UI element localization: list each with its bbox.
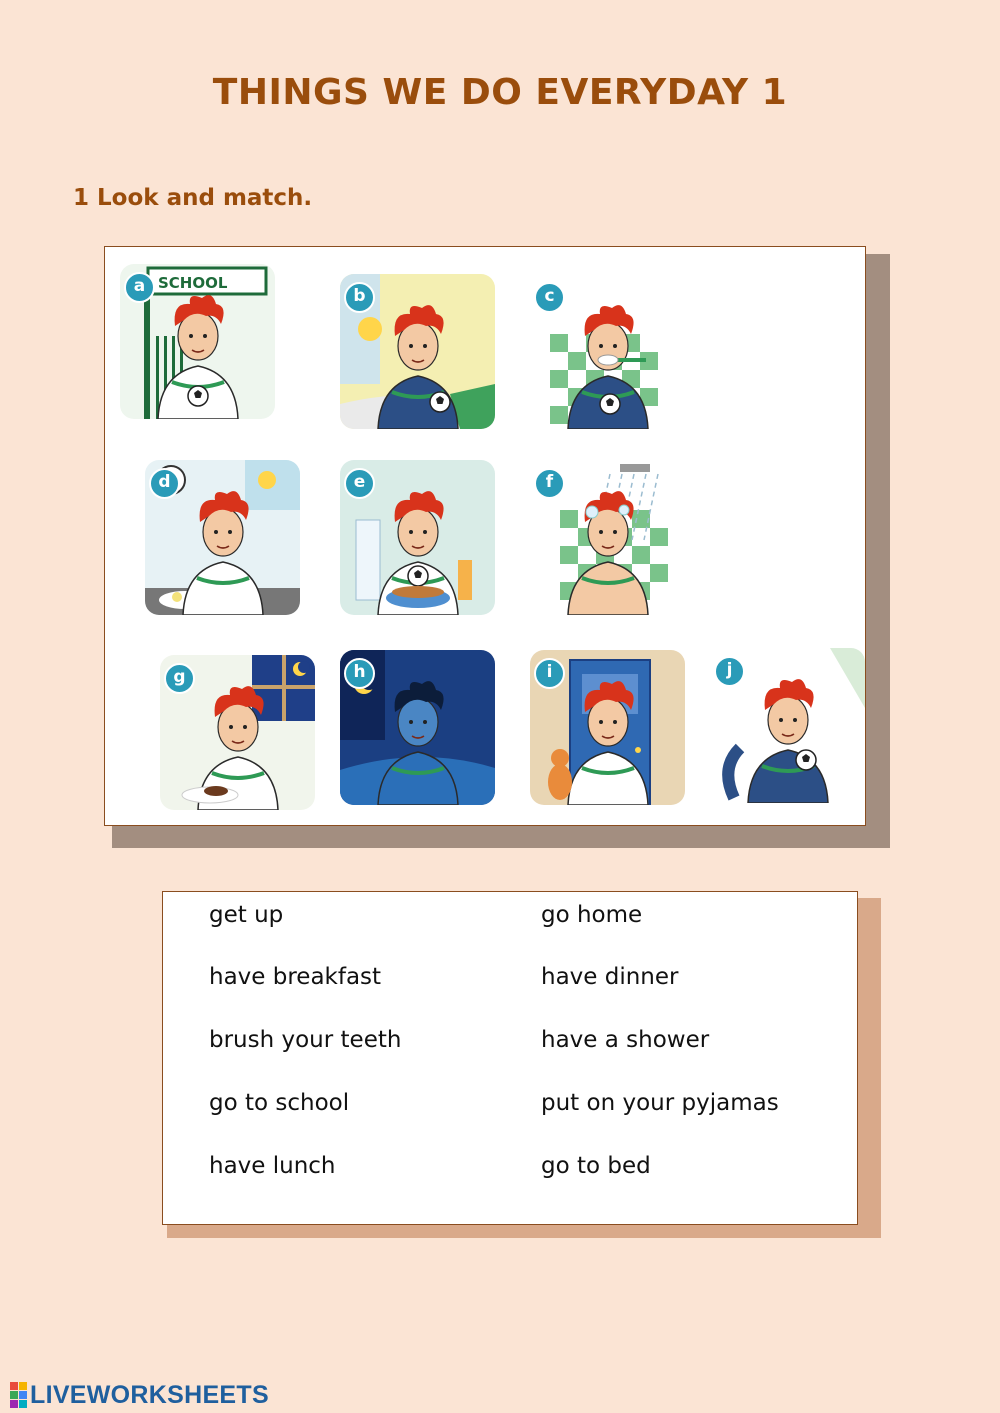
picture-letter-badge: a — [124, 272, 155, 303]
word-item: put on your pyjamas — [541, 1090, 779, 1116]
word-item: brush your teeth — [209, 1027, 402, 1053]
svg-text:SCHOOL: SCHOOL — [158, 274, 228, 292]
word-item: have dinner — [541, 964, 679, 990]
picture-letter-badge: f — [534, 468, 565, 499]
footer-logo — [10, 1381, 269, 1409]
word-item: get up — [209, 902, 284, 928]
word-item: go home — [541, 902, 643, 928]
picture-letter-badge: c — [534, 282, 565, 313]
word-item: have lunch — [209, 1153, 336, 1179]
word-box — [162, 891, 858, 1225]
picture-letter-badge: i — [534, 658, 565, 689]
picture-letter-badge: b — [344, 282, 375, 313]
picture-letter-badge: d — [149, 468, 180, 499]
exercise-instruction: 1 Look and match. — [73, 185, 313, 211]
picture-letter-badge: g — [164, 663, 195, 694]
picture-letter-badge: e — [344, 468, 375, 499]
worksheet-title: THINGS WE DO EVERYDAY 1 — [212, 72, 788, 113]
word-item: go to bed — [541, 1153, 651, 1179]
word-item: have a shower — [541, 1027, 710, 1053]
word-item: have breakfast — [209, 964, 382, 990]
liveworksheets-logo-icon — [10, 1382, 28, 1408]
footer-brand: LIVEWORKSHEETS — [30, 1380, 269, 1409]
picture-letter-badge: j — [714, 656, 745, 687]
picture-letter-badge: h — [344, 658, 375, 689]
word-item: go to school — [209, 1090, 350, 1116]
